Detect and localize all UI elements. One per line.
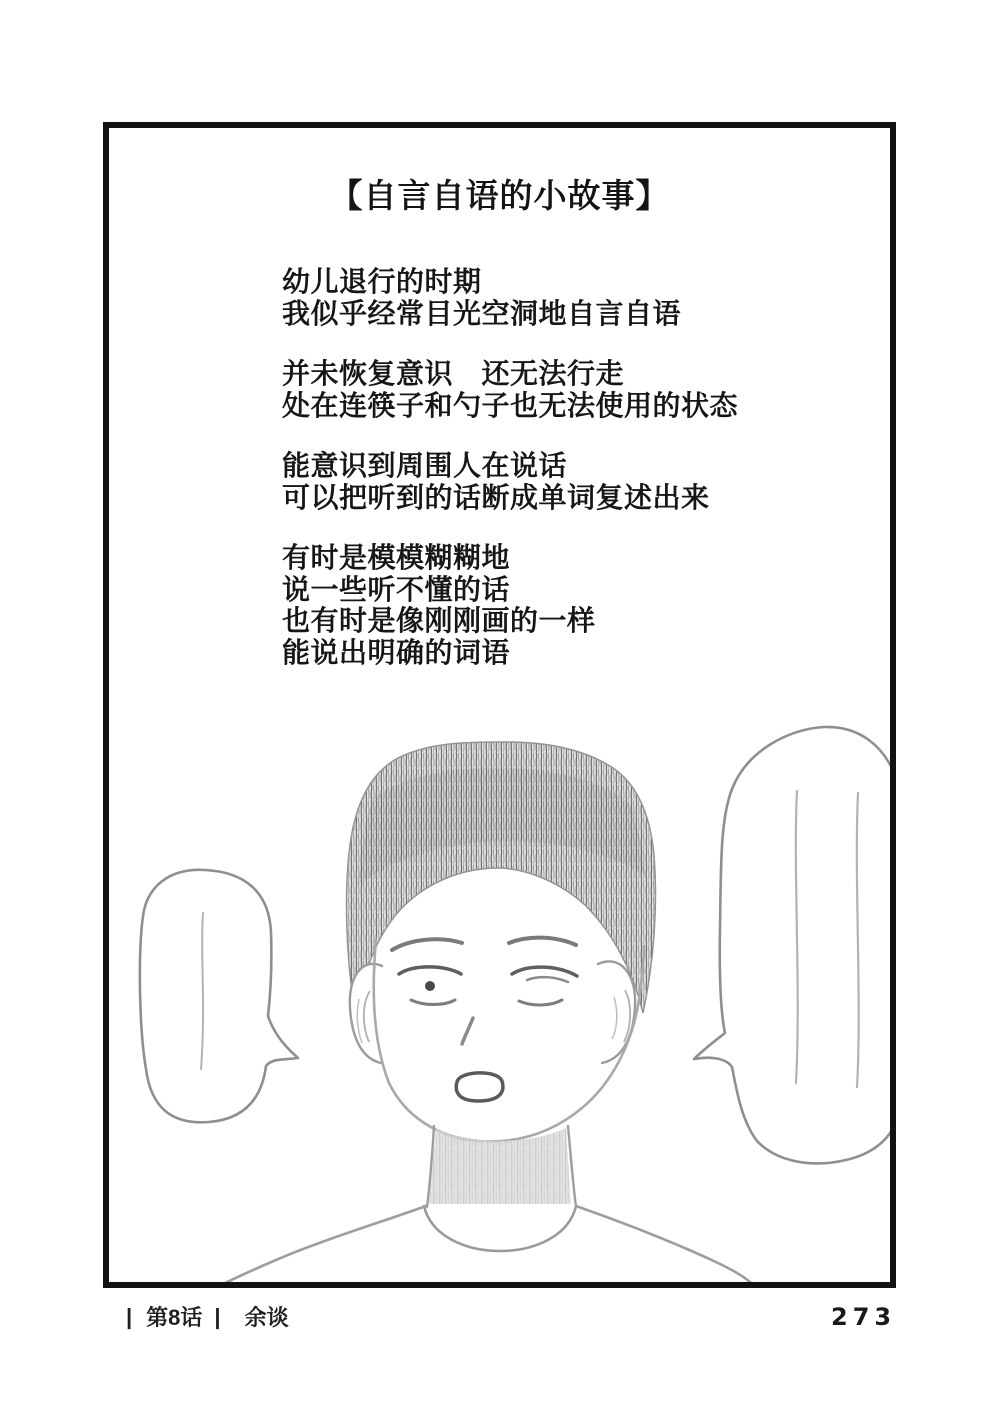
text-line: 处在连筷子和勺子也无法使用的状态 bbox=[282, 389, 739, 421]
right-shoulder bbox=[576, 1206, 754, 1282]
nose bbox=[462, 1018, 473, 1044]
text-line: 我似乎经常目光空洞地自言自语 bbox=[282, 297, 682, 329]
text-line: 并未恢复意识 还无法行走 bbox=[282, 358, 625, 389]
left-shoulder bbox=[218, 1206, 426, 1282]
text-line: 有时是模模糊糊地 bbox=[282, 542, 511, 573]
boy-illustration bbox=[109, 128, 890, 1282]
page-number: 273 bbox=[831, 1303, 897, 1331]
left-eyebrow bbox=[392, 939, 462, 950]
footer-divider: | bbox=[214, 1303, 221, 1329]
right-eyebrow bbox=[509, 938, 576, 945]
neck bbox=[427, 1126, 576, 1207]
page-title: 【自言自语的小故事】 bbox=[329, 177, 670, 214]
speech-bubble-left bbox=[140, 870, 298, 1122]
left-ear bbox=[350, 964, 382, 1063]
chapter-footer bbox=[126, 1301, 289, 1332]
mouth bbox=[456, 1073, 503, 1101]
shirt bbox=[218, 1206, 754, 1282]
footer-divider: | bbox=[126, 1303, 133, 1329]
right-ear bbox=[598, 961, 635, 1063]
footer-chapter: 第8话 bbox=[146, 1305, 203, 1330]
text-line: 可以把听到的话断成单词复述出来 bbox=[282, 481, 710, 513]
text-line: 能说出明确的词语 bbox=[282, 636, 511, 668]
bubble-outline bbox=[694, 727, 890, 1163]
speech-bubble-right bbox=[694, 727, 890, 1163]
right-eye bbox=[512, 967, 577, 1005]
left-eye bbox=[399, 967, 461, 1005]
text-line: 也有时是像刚刚画的一样 bbox=[282, 605, 596, 636]
collar bbox=[424, 1206, 576, 1251]
boy bbox=[218, 742, 754, 1282]
footer-topic: 余谈 bbox=[244, 1305, 289, 1330]
text-line: 说一些听不懂的话 bbox=[282, 573, 511, 605]
bubble-outline bbox=[140, 870, 298, 1122]
text-line: 幼儿退行的时期 bbox=[282, 266, 482, 297]
text-line: 能意识到周围人在说话 bbox=[282, 450, 568, 481]
pupil bbox=[425, 981, 435, 991]
